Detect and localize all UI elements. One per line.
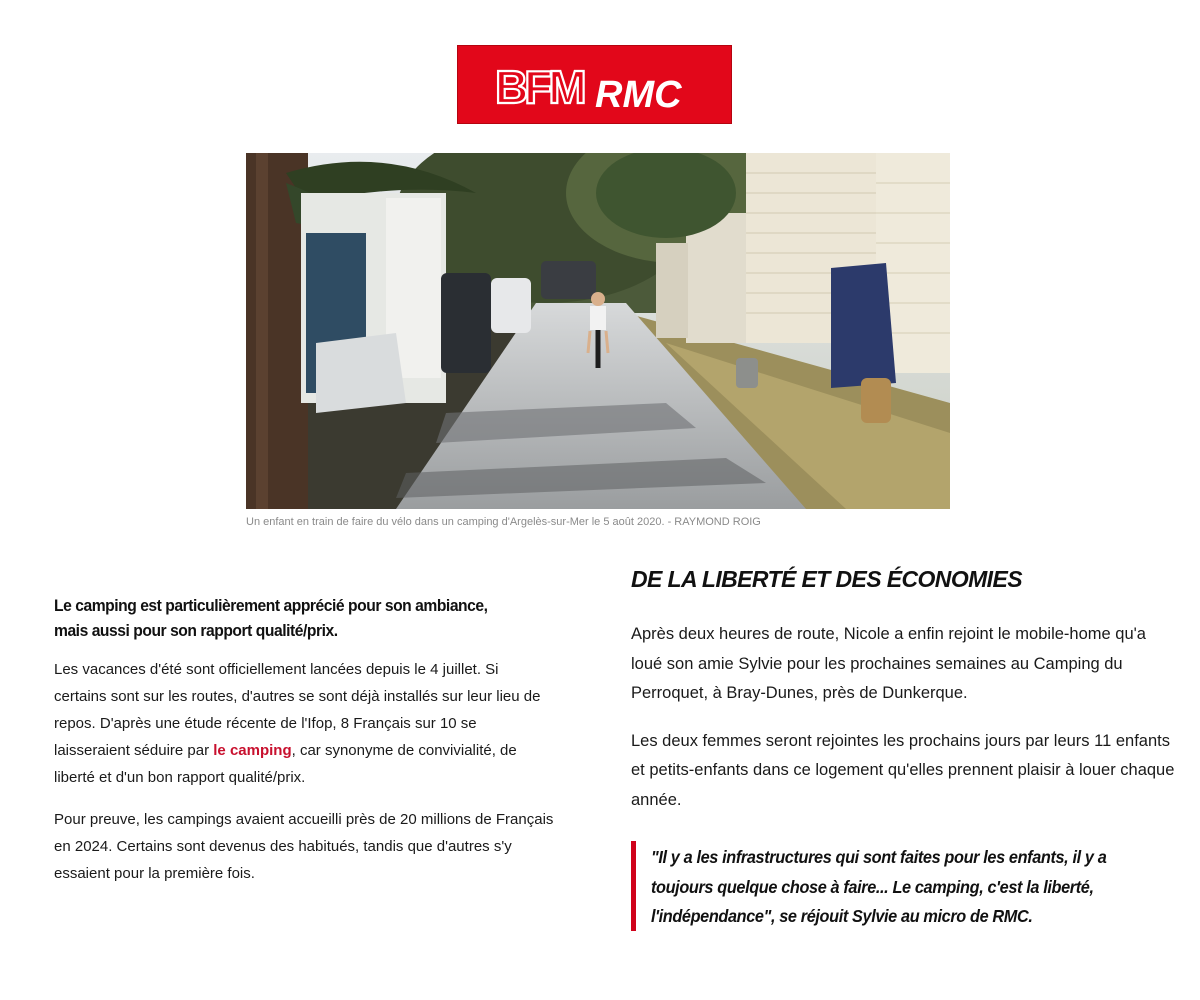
article-lead-line-2: mais aussi pour son rapport qualité/prix. [54,621,338,640]
camping-link[interactable]: le camping [213,742,292,759]
article-photo-camping [246,153,950,509]
logo-bfm-text: BFM [494,60,583,113]
left-paragraph-1 [54,656,554,791]
left-article-body [54,656,554,902]
left-paragraph-1-end: , car synonyme de convivialité, de liberté et d'un bon rapport qualité/prix. [54,742,517,786]
article-lead-line-1: Le camping est particulièrement apprécié pour son ambiance, [54,596,488,615]
photo-caption: Un enfant en train de faire du vélo dans un camping d'Argelès-sur-Mer le 5 août 2020. - RAYMOND ROIG [246,516,761,528]
left-paragraph-1-start: Les vacances d'été sont officiellement lancées depuis le 4 juillet. Si certains sont sur les routes, d'autres se sont déjà installés sur leur lieu de repos. D'après une étude récente de l'Ifop, 8 Français sur 10 se laisseraient séduire par [54,661,541,759]
right-paragraph-2: Les deux femmes seront rejointes les prochains jours par leurs 11 enfants et petits-enfants dans ce logement qu'elles prennent plaisir à louer chaque année. [631,731,1175,809]
section-title: DE LA LIBERTÉ ET DES ÉCONOMIES [631,566,1022,592]
article-lead [54,593,514,643]
logo-wordmark [495,57,695,113]
left-paragraph-2: Pour preuve, les campings avaient accueilli près de 20 millions de Français en 2024. Certains sont devenus des habitués, tandis que d'autres s'y essaient pour la première fois. [54,811,554,882]
quote-text: "Il y a les infrastructures qui sont faites pour les enfants, il y a toujours quelque chose à faire... Le camping, c'est la liberté, l'indépendance", se réjouit Sylvie au micro de RMC. [651,847,1107,926]
camping-road-illustration [246,153,950,509]
right-article-body [631,620,1181,833]
sylvie-quote [631,841,1171,931]
bfm-rmc-logo[interactable] [457,45,732,124]
logo-rmc-text: RMC [594,73,682,113]
right-paragraph-1: Après deux heures de route, Nicole a enfin rejoint le mobile-home qu'a loué son amie Sylvie pour les prochaines semaines au Camping du Perroquet, à Bray-Dunes, près de Dunkerque. [631,625,1146,702]
quote-accent-bar [631,841,636,931]
